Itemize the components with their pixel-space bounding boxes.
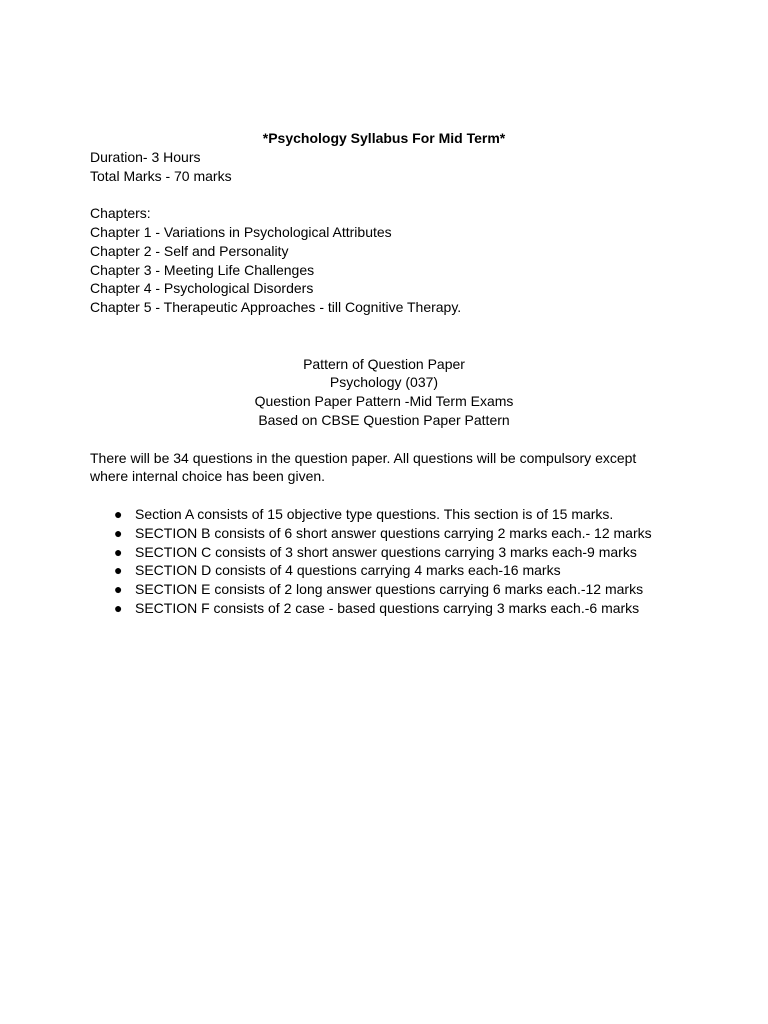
- chapter-item: Chapter 4 - Psychological Disorders: [90, 280, 314, 297]
- spacer: [90, 317, 678, 336]
- exam-pattern-title: Question Paper Pattern -Mid Term Exams: [254, 393, 514, 410]
- section-text: SECTION C consists of 3 short answer questions carrying 3 marks each-9 marks: [135, 543, 637, 560]
- document-title: *Psychology Syllabus For Mid Term*: [262, 130, 506, 146]
- bullet-icon: ●: [114, 581, 123, 598]
- section-text: SECTION B consists of 6 short answer questions carrying 2 marks each.- 12 marks: [135, 524, 652, 541]
- bullet-icon: ●: [114, 524, 123, 541]
- pattern-basis: Based on CBSE Question Paper Pattern: [258, 411, 510, 428]
- intro-paragraph: There will be 34 questions in the question paper. All questions will be compulsory except where internal choice has been given.: [90, 449, 637, 485]
- spacer: [90, 336, 678, 355]
- list-item: [90, 580, 678, 599]
- section-text: SECTION F consists of 2 case - based questions carrying 3 marks each.-6 marks: [135, 599, 640, 616]
- section-text: SECTION E consists of 2 long answer questions carrying 6 marks each.-12 marks: [135, 581, 644, 598]
- section-text: Section A consists of 15 objective type questions. This section is of 15 marks.: [135, 505, 614, 522]
- list-item: [90, 524, 678, 543]
- chapter-item: Chapter 2 - Self and Personality: [90, 242, 289, 259]
- bullet-icon: ●: [114, 505, 123, 522]
- chapter-item: Chapter 5 - Therapeutic Approaches - till Cognitive Therapy.: [90, 299, 462, 316]
- total-marks-text: Total Marks - 70 marks: [90, 167, 232, 184]
- list-item: [90, 599, 678, 618]
- spacer: [90, 185, 678, 204]
- bullet-icon: ●: [114, 599, 123, 616]
- subject-code: Psychology (037): [329, 374, 439, 391]
- spacer: [90, 430, 678, 449]
- pattern-heading: Pattern of Question Paper: [303, 355, 465, 372]
- duration-text: Duration- 3 Hours: [90, 148, 201, 165]
- chapters-heading: Chapters:: [90, 205, 151, 222]
- spacer: [90, 486, 678, 505]
- chapter-item: Chapter 1 - Variations in Psychological Attributes: [90, 223, 392, 240]
- document-page: [90, 129, 678, 618]
- chapter-item: Chapter 3 - Meeting Life Challenges: [90, 261, 315, 278]
- section-text: SECTION D consists of 4 questions carrying 4 marks each-16 marks: [135, 562, 561, 579]
- list-item: [90, 505, 678, 524]
- list-item: [90, 561, 678, 580]
- bullet-icon: ●: [114, 562, 123, 579]
- bullet-icon: ●: [114, 543, 123, 560]
- list-item: [90, 543, 678, 562]
- sections-list: [90, 505, 678, 618]
